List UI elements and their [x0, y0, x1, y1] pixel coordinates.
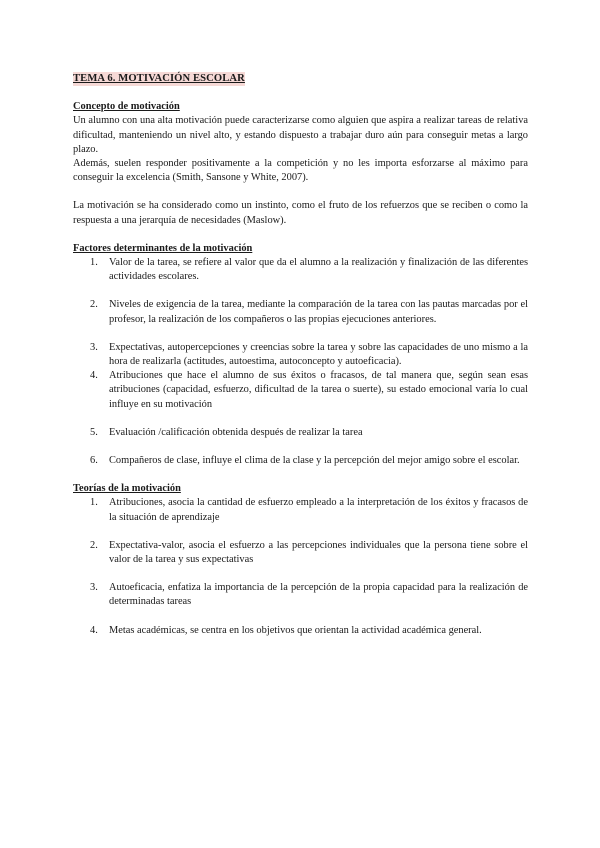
- list-item: [90, 298, 528, 326]
- list-item-text: Atribuciones, asocia la cantidad de esfuerzo empleado a la interpretación de los éxitos y fracasos de la situación de aprendizaje: [109, 497, 528, 523]
- list-item-text: Metas académicas, se centra en los objetivos que orientan la actividad académica general.: [109, 624, 482, 636]
- section-heading-teorias: Teorías de la motivación: [73, 483, 181, 495]
- list-item: [90, 369, 528, 412]
- list-item: [90, 539, 528, 567]
- list-number: 1.: [90, 497, 98, 509]
- list-item: [90, 341, 528, 369]
- list-item-text: Compañeros de clase, influye el clima de la clase y la percepción del mejor amigo sobre el escolar.: [109, 455, 520, 467]
- list-item-text: Autoeficacia, enfatiza la importancia de la percepción de la propia capacidad para la realización de determinadas tareas: [109, 582, 528, 608]
- list-item-text: Atribuciones que hace el alumno de sus éxitos o fracasos, de tal manera que, según sean esas atribuciones (capacidad, esfuerzo, dificultad de la tarea o suerte), su estado emocional varía lo cual influye en su motivación: [109, 370, 528, 410]
- list-item: [90, 624, 528, 638]
- list-number: 3.: [90, 582, 98, 594]
- list-number: 2.: [90, 299, 98, 311]
- list-item: [90, 426, 528, 440]
- list-item-text: Niveles de exigencia de la tarea, mediante la comparación de la tarea con las pautas marcadas por el profesor, la realización de los compañeros o las propias ejecuciones anteriores.: [109, 299, 528, 325]
- list-number: 3.: [90, 341, 98, 353]
- list-number: 4.: [90, 624, 98, 636]
- list-item-text: Valor de la tarea, se refiere al valor que da el alumno a la realización y finalización de las diferentes actividades escolares.: [109, 257, 528, 283]
- paragraph: Un alumno con una alta motivación puede caracterizarse como alguien que aspira a realizar tareas de relativa dificultad, manteniendo un nivel alto, y estando dispuesto a trabajar duro aún para conseguir metas a largo plazo.: [73, 115, 528, 155]
- list-number: 2.: [90, 539, 98, 551]
- list-item-text: Expectativas, autopercepciones y creencias sobre la tarea y sobre las capacidades de uno mismo a la hora de realizarla (actitudes, autoestima, autoconcepto y autoeficacia).: [109, 341, 528, 368]
- document-title: TEMA 6. MOTIVACIÓN ESCOLAR: [73, 72, 245, 86]
- list-number: 4.: [90, 370, 98, 382]
- list-number: 6.: [90, 455, 98, 467]
- list-item: [90, 256, 528, 284]
- list-number: 1.: [90, 257, 98, 269]
- teorias-list: [73, 496, 528, 637]
- list-item: [90, 581, 528, 609]
- list-number: 5.: [90, 426, 98, 438]
- list-item: [90, 496, 528, 524]
- list-item-text: Expectativa-valor, asocia el esfuerzo a las percepciones individuales que la persona tiene sobre el valor de la tarea y sus expectativas: [109, 539, 528, 566]
- list-item: [90, 454, 528, 468]
- section-heading-factores: Factores determinantes de la motivación: [73, 242, 253, 254]
- section-heading-concepto: Concepto de motivación: [73, 101, 180, 113]
- paragraph: Además, suelen responder positivamente a la competición y no les importa esforzarse al máximo para conseguir la excelencia (Smith, Sansone y White, 2007).: [73, 158, 528, 184]
- paragraph: La motivación se ha considerado como un instinto, como el fruto de los refuerzos que se reciben o como la respuesta a una jerarquía de necesidades (Maslow).: [73, 200, 528, 226]
- list-item-text: Evaluación /calificación obtenida después de realizar la tarea: [109, 426, 363, 438]
- factores-list: [73, 256, 528, 468]
